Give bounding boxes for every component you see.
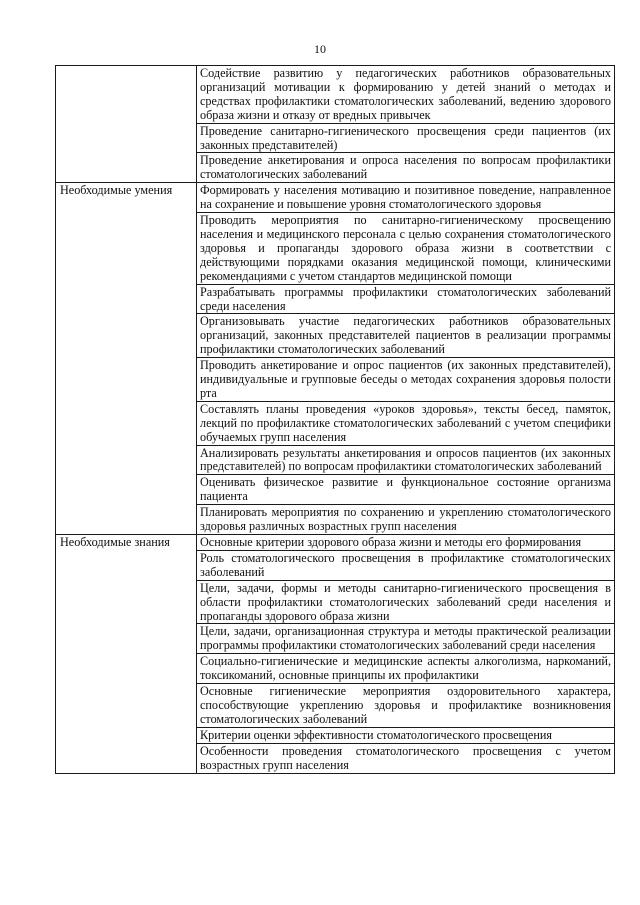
requirement-text: Проводить анкетирование и опрос пациентов (их законных представителей), индивидуальные и групповые беседы о методах сохранения здоровья полости рта — [197, 358, 615, 402]
competency-table — [55, 65, 615, 774]
requirement-text: Основные критерии здорового образа жизни и методы его формирования — [197, 535, 615, 551]
requirement-text: Оценивать физическое развитие и функциональное состояние организма пациента — [197, 475, 615, 505]
section-label — [56, 66, 197, 183]
table-row — [56, 66, 615, 124]
requirement-text: Проведение анкетирования и опроса населения по вопросам профилактики стоматологических заболеваний — [197, 153, 615, 183]
requirement-text: Содействие развитию у педагогических работников образовательных организаций мотивации к формированию у детей знаний о методах и средствах профилактики стоматологических заболеваний, ведению здорового образа жизни и отказу от вредных привычек — [197, 66, 615, 124]
requirement-text: Проводить мероприятия по санитарно-гигиеническому просвещению населения и медицинского персонала с целью сохранения стоматологического здоровья и пропаганды здорового образа жизни в соответствии с действующими порядками оказания медицинской помощи, клиническими рекомендациями с учетом стандартов медицинской помощи — [197, 213, 615, 285]
requirement-text: Проведение санитарно-гигиенического просвещения среди пациентов (их законных представителей) — [197, 123, 615, 153]
requirement-text: Организовывать участие педагогических работников образовательных организаций, законных представителей пациентов в реализации программы профилактики стоматологических заболеваний — [197, 314, 615, 358]
requirement-text: Формировать у населения мотивацию и позитивное поведение, направленное на сохранение и повышение уровня стоматологического здоровья — [197, 183, 615, 213]
requirement-text: Планировать мероприятия по сохранению и укреплению стоматологического здоровья различных возрастных групп населения — [197, 505, 615, 535]
requirement-text: Цели, задачи, организационная структура и методы практической реализации программы профилактики стоматологических заболеваний среди населения — [197, 624, 615, 654]
requirement-text: Особенности проведения стоматологического просвещения с учетом возрастных групп населения — [197, 743, 615, 773]
section-label: Необходимые умения — [56, 183, 197, 535]
section-label: Необходимые знания — [56, 535, 197, 774]
requirement-text: Цели, задачи, формы и методы санитарно-гигиенического просвещения в области профилактики стоматологических заболеваний среди населения и пропаганды здорового образа жизни — [197, 580, 615, 624]
requirement-text: Составлять планы проведения «уроков здоровья», тексты бесед, памяток, лекций по профилактике стоматологических заболеваний с учетом специфики обучаемых групп населения — [197, 401, 615, 445]
requirement-text: Основные гигиенические мероприятия оздоровительного характера, способствующие укреплению здоровья и профилактике возникновения стоматологических заболеваний — [197, 684, 615, 728]
requirement-text: Роль стоматологического просвещения в профилактике стоматологических заболеваний — [197, 550, 615, 580]
page-number: 10 — [314, 42, 326, 56]
requirement-text: Анализировать результаты анкетирования и опросов пациентов (их законных представителей) по вопросам профилактики стоматологических заболеваний — [197, 445, 615, 475]
table-row — [56, 183, 615, 213]
requirement-text: Социально-гигиенические и медицинские аспекты алкоголизма, наркоманий, токсикоманий, основные принципы их профилактики — [197, 654, 615, 684]
requirement-text: Критерии оценки эффективности стоматологического просвещения — [197, 727, 615, 743]
requirement-text: Разрабатывать программы профилактики стоматологических заболеваний среди населения — [197, 284, 615, 314]
table-row — [56, 535, 615, 551]
